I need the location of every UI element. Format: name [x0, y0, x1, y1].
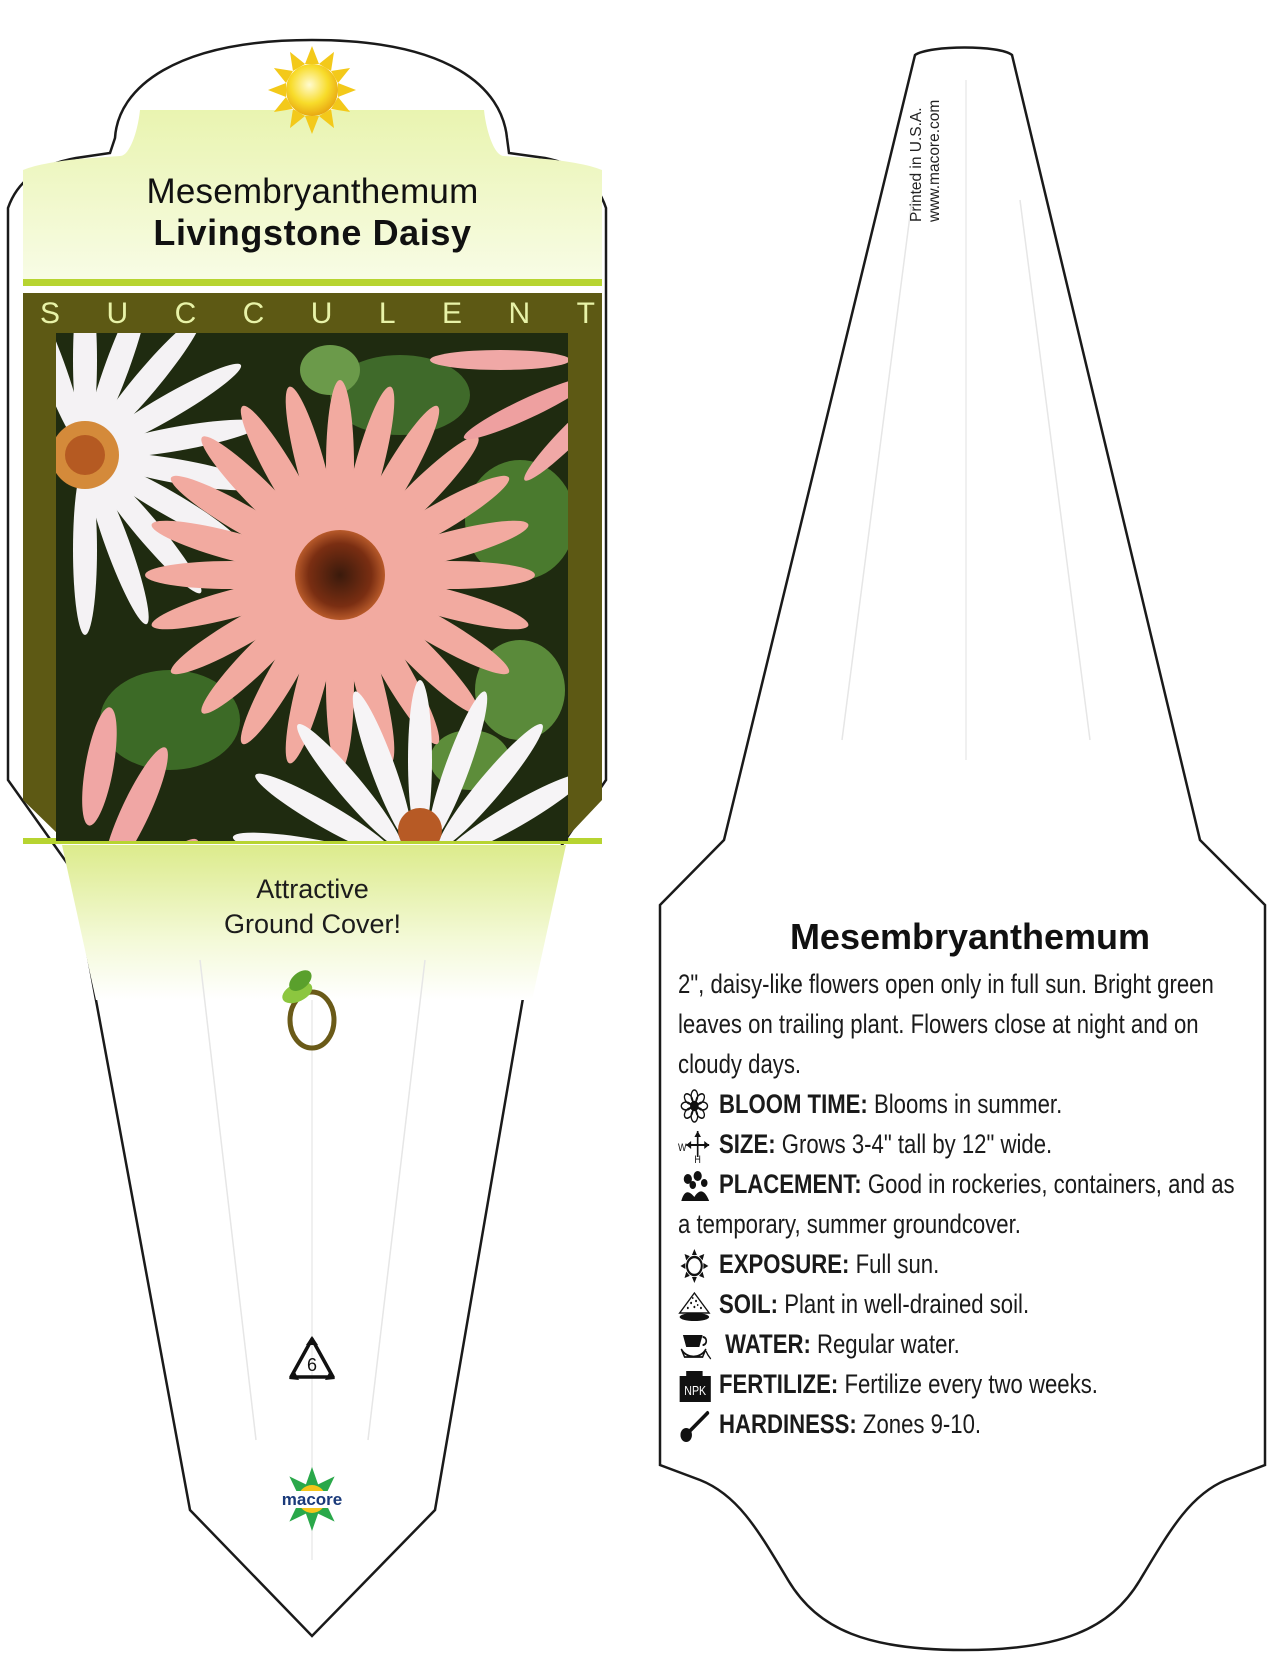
attr-label: FERTILIZE:: [719, 1369, 839, 1399]
category-letter: U: [106, 297, 129, 330]
category-letter: U: [310, 297, 333, 330]
title-accent-line: [23, 279, 602, 286]
bloom-icon: [678, 1089, 712, 1123]
print-info: [908, 42, 960, 222]
plant-botanical-name: Mesembryanthemum: [146, 172, 479, 211]
attr-value: Full sun.: [855, 1249, 940, 1279]
fertilize-icon: [678, 1369, 712, 1403]
plant-common-name: Livingstone Daisy: [153, 212, 472, 253]
category-letter: C: [242, 297, 265, 330]
printed-in: Printed in U.S.A.: [908, 107, 925, 222]
attr-placement: [678, 1164, 1244, 1244]
attr-value: Good in rockeries, containers, and as a temporary, summer groundcover.: [678, 1169, 1235, 1239]
fertilize-icon-text: NPK: [684, 1382, 707, 1399]
attr-label: SIZE:: [719, 1129, 776, 1159]
attr-label: HARDINESS:: [719, 1409, 857, 1439]
category-letter: S: [40, 297, 61, 330]
attr-size: [678, 1124, 1244, 1164]
placement-icon: [678, 1169, 712, 1203]
tagline-line2: Ground Cover!: [223, 909, 402, 939]
exposure-icon: [678, 1249, 712, 1283]
flower-photo: [12, 275, 658, 935]
attr-label: WATER:: [725, 1329, 811, 1359]
attr-bloom: [678, 1084, 1244, 1124]
attr-label: SOIL:: [719, 1289, 779, 1319]
category-label: [40, 297, 595, 331]
attr-value: Fertilize every two weeks.: [844, 1369, 1098, 1399]
attr-water: [678, 1324, 1244, 1364]
attr-soil: [678, 1284, 1244, 1324]
attr-label: EXPOSURE:: [719, 1249, 850, 1279]
hardiness-icon: [678, 1409, 712, 1443]
category-letter: T: [576, 297, 595, 330]
attr-label: BLOOM TIME:: [719, 1089, 868, 1119]
website: www.macore.com: [926, 99, 943, 222]
water-icon: [678, 1329, 712, 1363]
attr-value: Zones 9-10.: [862, 1409, 982, 1439]
category-letter: L: [378, 297, 396, 330]
care-info: [678, 964, 1244, 1444]
care-heading: Mesembryanthemum: [789, 916, 1151, 957]
tagline: [140, 872, 485, 942]
attr-value: Blooms in summer.: [873, 1089, 1063, 1119]
plant-description: 2", daisy-like flowers open only in full sun. Bright green leaves on trailing plant. Flowers close at night and on cloudy days.: [678, 969, 1214, 1079]
attr-value: Regular water.: [817, 1329, 960, 1359]
attr-label: PLACEMENT:: [719, 1169, 862, 1199]
brand-logo-text: macore: [281, 1490, 343, 1509]
recycle-number: 6: [306, 1355, 318, 1375]
attr-value: Plant in well-drained soil.: [784, 1289, 1030, 1319]
size-icon-w: W: [678, 1142, 687, 1155]
category-letter: C: [174, 297, 197, 330]
category-letter: E: [442, 297, 463, 330]
tagline-line1: Attractive: [256, 874, 369, 904]
attr-fertilize: [678, 1364, 1244, 1404]
attr-exposure: [678, 1244, 1244, 1284]
category-letter: N: [508, 297, 531, 330]
recycle-icon: [285, 1335, 339, 1385]
attr-value: Grows 3-4" tall by 12" wide.: [781, 1129, 1053, 1159]
macore-logo-icon: [268, 1465, 356, 1535]
attr-hardiness: [678, 1404, 1244, 1444]
soil-icon: [678, 1289, 712, 1323]
size-icon-h: H: [694, 1154, 701, 1163]
size-icon: [678, 1129, 712, 1163]
